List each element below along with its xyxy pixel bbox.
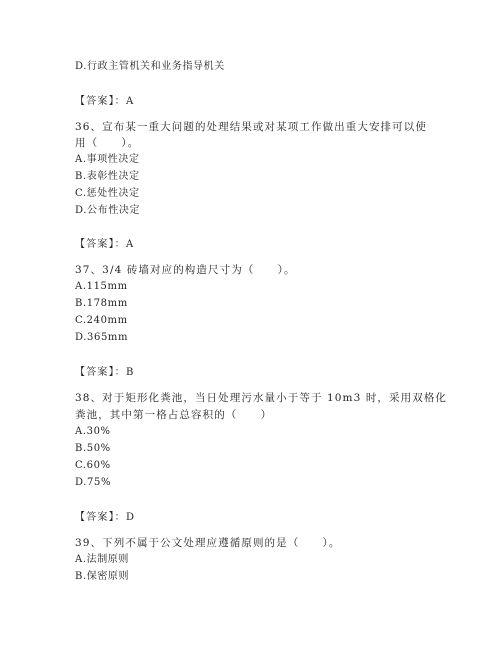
- option-line: B.表彰性决定: [75, 171, 140, 182]
- option-line: A.30%: [75, 426, 111, 437]
- option-line: B.178mm: [75, 298, 128, 309]
- question-line: 38、对于矩形化粪池，当日处理污水量小于等于 10m3 时，采用双格化: [75, 392, 448, 404]
- answer-line: 【答案】：D: [75, 512, 136, 523]
- option-line: C.60%: [75, 460, 111, 471]
- option-line: B.保密原则: [75, 571, 130, 582]
- option-line: A.法制原则: [75, 554, 130, 565]
- question-line: 36、宣布某一重大问题的处理结果或对某项工作做出重大安排可以使: [75, 121, 427, 133]
- question-line: 用（ ）。: [75, 137, 140, 149]
- option-line: C.惩处性决定: [75, 188, 140, 199]
- answer-line: 【答案】：A: [75, 96, 135, 107]
- option-line: D.行政主管机关和业务指导机关: [75, 61, 225, 72]
- option-line: D.365mm: [75, 332, 129, 343]
- option-line: B.50%: [75, 443, 111, 454]
- option-line: A.事项性决定: [75, 154, 140, 165]
- option-line: D.公布性决定: [75, 205, 141, 216]
- option-line: D.75%: [75, 477, 112, 488]
- question-line: 粪池，其中第一格占总容积的（ ）: [75, 409, 273, 421]
- question-line: 37、3/4 砖墙对应的构造尺寸为（ ）。: [75, 264, 296, 276]
- option-line: C.240mm: [75, 315, 128, 326]
- answer-line: 【答案】：B: [75, 367, 135, 378]
- answer-line: 【答案】：A: [75, 239, 135, 250]
- option-line: A.115mm: [75, 281, 128, 292]
- question-line: 39、下列不属于公文处理应遵循原则的是（ ）。: [75, 537, 341, 549]
